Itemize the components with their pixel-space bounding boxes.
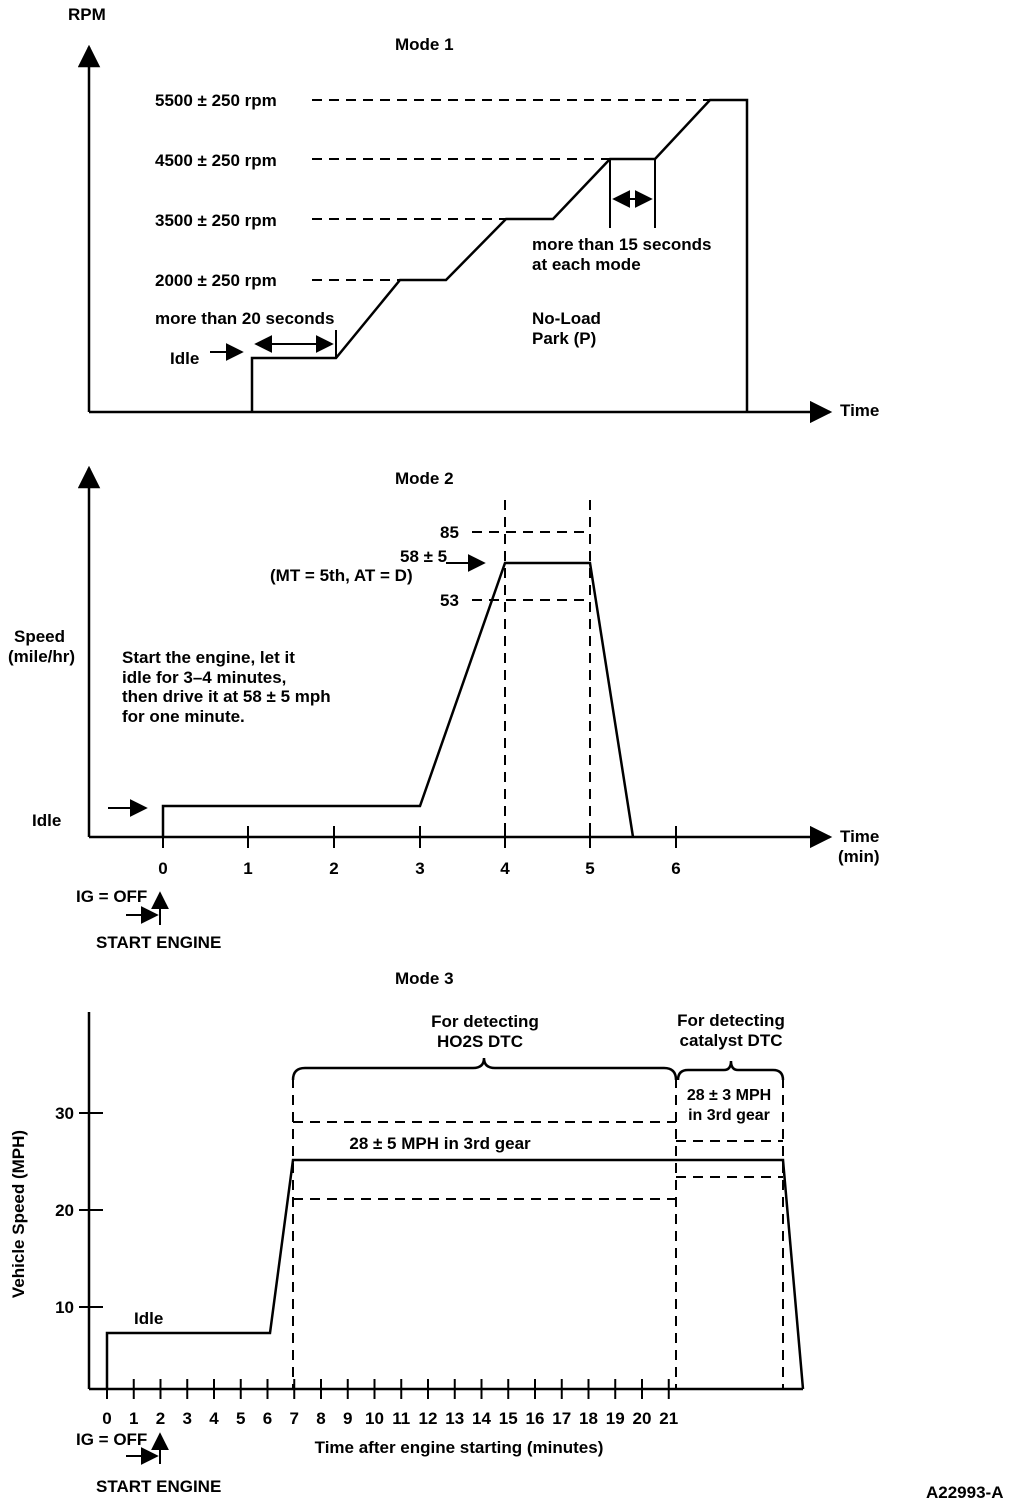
- mode3-x-tick-label: 20: [632, 1409, 652, 1428]
- mode3-x-tick-label: 13: [445, 1409, 465, 1428]
- svg-text:20: 20: [55, 1201, 74, 1220]
- mode2-target-line1: 58 ± 5: [400, 547, 448, 566]
- svg-text:2: 2: [329, 859, 339, 878]
- mode2-y-axis-label-1: Speed: [14, 627, 66, 646]
- figure-id: A22993-A: [926, 1483, 1004, 1502]
- mode3-ho2s-brace: [293, 1058, 676, 1080]
- mode3-x-tick-label: 21: [659, 1409, 679, 1428]
- svg-text:6: 6: [671, 859, 681, 878]
- mode3-x-tick-label: 12: [418, 1409, 438, 1428]
- svg-text:0: 0: [158, 859, 168, 878]
- mode1-level-4500: 4500 ± 250 rpm: [155, 151, 277, 170]
- mode2-window-guides: [472, 500, 590, 837]
- svg-text:1: 1: [243, 859, 253, 878]
- mode2-instruction-2: idle for 3–4 minutes,: [122, 668, 287, 687]
- mode3-band2-label-2: in 3rd gear: [688, 1107, 770, 1124]
- svg-text:5: 5: [585, 859, 595, 878]
- mode3-x-tick-label: 11: [392, 1409, 411, 1428]
- mode2-y-axis-label-2: (mile/hr): [8, 647, 76, 666]
- mode3-band2-label-1: 28 ± 3 MPH: [686, 1087, 772, 1104]
- mode3-y-axis-label: Vehicle Speed (MPH): [9, 1129, 28, 1299]
- mode3-catalyst-label-1: For detecting: [677, 1011, 785, 1030]
- mode3-y-tick-marks: [79, 1113, 103, 1307]
- mode3-x-tick-label: 4: [209, 1409, 219, 1428]
- mode3-ho2s-label-1: For detecting: [431, 1012, 539, 1031]
- mode3-idle-label: Idle: [134, 1309, 164, 1328]
- mode3-ig-off: IG = OFF: [76, 1430, 148, 1449]
- mode3-x-tick-label: 15: [498, 1409, 518, 1428]
- svg-text:30: 30: [55, 1104, 74, 1123]
- mode3-section-guides: [293, 1078, 783, 1389]
- mode2-instruction-3: then drive it at 58 ± 5 mph: [122, 687, 331, 706]
- mode1-title: Mode 1: [395, 35, 454, 54]
- mode3-x-tick-label: 8: [316, 1409, 326, 1428]
- mode3-title: Mode 3: [395, 969, 454, 988]
- mode3-x-tick-label: 9: [343, 1409, 353, 1428]
- mode3-band1-label: 28 ± 5 MPH in 3rd gear: [349, 1134, 531, 1153]
- mode3-catalyst-label-2: catalyst DTC: [679, 1031, 783, 1050]
- mode2-instruction-4: for one minute.: [122, 707, 245, 726]
- mode3-catalyst-brace: [678, 1061, 783, 1080]
- mode2-ig-off: IG = OFF: [76, 887, 148, 906]
- mode1-condition-1: No-Load: [532, 309, 601, 328]
- mode2-instruction-1: Start the engine, let it: [122, 648, 295, 667]
- mode3-x-tick-label: 16: [525, 1409, 545, 1428]
- mode1-level-2000: 2000 ± 250 rpm: [155, 271, 277, 290]
- mode2-x-axis-label-1: Time: [840, 827, 880, 846]
- mode3-x-tick-label: 19: [605, 1409, 625, 1428]
- mode2-x-axis-label-2: (min): [838, 847, 880, 866]
- mode3-x-tick-label: 0: [102, 1409, 112, 1428]
- mode2-title: Mode 2: [395, 469, 454, 488]
- mode1-note-15s-2: at each mode: [532, 255, 641, 274]
- mode3-labels: [9, 969, 785, 1496]
- mode3-x-tick-label: 3: [182, 1409, 192, 1428]
- mode3-x-tick-label: 1: [129, 1409, 139, 1428]
- mode3-x-tick-label: 18: [579, 1409, 598, 1428]
- mode3-x-tick-label: 5: [236, 1409, 246, 1428]
- mode1-y-axis-label: RPM: [68, 5, 106, 24]
- mode3-speed-profile: [107, 1160, 803, 1389]
- mode1-level-5500: 5500 ± 250 rpm: [155, 91, 277, 110]
- mode3-x-axis-label: Time after engine starting (minutes): [314, 1438, 604, 1457]
- mode3-x-tick-label: 7: [289, 1409, 299, 1428]
- mode1-labels: [68, 5, 879, 420]
- mode3-start-engine: START ENGINE: [96, 1477, 222, 1496]
- mode3-x-tick-label: 14: [472, 1409, 491, 1428]
- mode3-x-tick-label: 17: [552, 1409, 572, 1428]
- mode3-x-tick-label: 10: [365, 1409, 384, 1428]
- mode3-y-tick-labels: [55, 1104, 74, 1317]
- mode3-ho2s-label-2: HO2S DTC: [437, 1032, 523, 1051]
- mode1-note-20s: more than 20 seconds: [155, 309, 335, 328]
- mode2-labels: [8, 469, 880, 952]
- svg-text:3: 3: [415, 859, 425, 878]
- mode3-x-tick-labels: [102, 1409, 678, 1428]
- mode2-start-engine: START ENGINE: [96, 933, 222, 952]
- mode1-level-3500: 3500 ± 250 rpm: [155, 211, 277, 230]
- mode1-rpm-profile: [252, 100, 747, 412]
- mode1-condition-2: Park (P): [532, 329, 597, 348]
- mode2-x-tick-labels: [158, 859, 680, 878]
- mode1-idle-label: Idle: [170, 349, 200, 368]
- mode2-idle-label: Idle: [32, 811, 62, 830]
- mode1-x-axis-label: Time: [840, 401, 880, 420]
- svg-text:4: 4: [500, 859, 510, 878]
- mode3-chart: [79, 1012, 803, 1464]
- mode3-x-tick-label: 6: [262, 1409, 273, 1428]
- mode1-note-15s-1: more than 15 seconds: [532, 235, 712, 254]
- mode2-target-line2: (MT = 5th, AT = D): [270, 566, 413, 585]
- mode2-upper-limit: 85: [440, 523, 459, 542]
- svg-text:10: 10: [55, 1298, 74, 1317]
- mode2-lower-limit: 53: [440, 591, 459, 610]
- mode3-x-tick-label: 2: [155, 1409, 166, 1428]
